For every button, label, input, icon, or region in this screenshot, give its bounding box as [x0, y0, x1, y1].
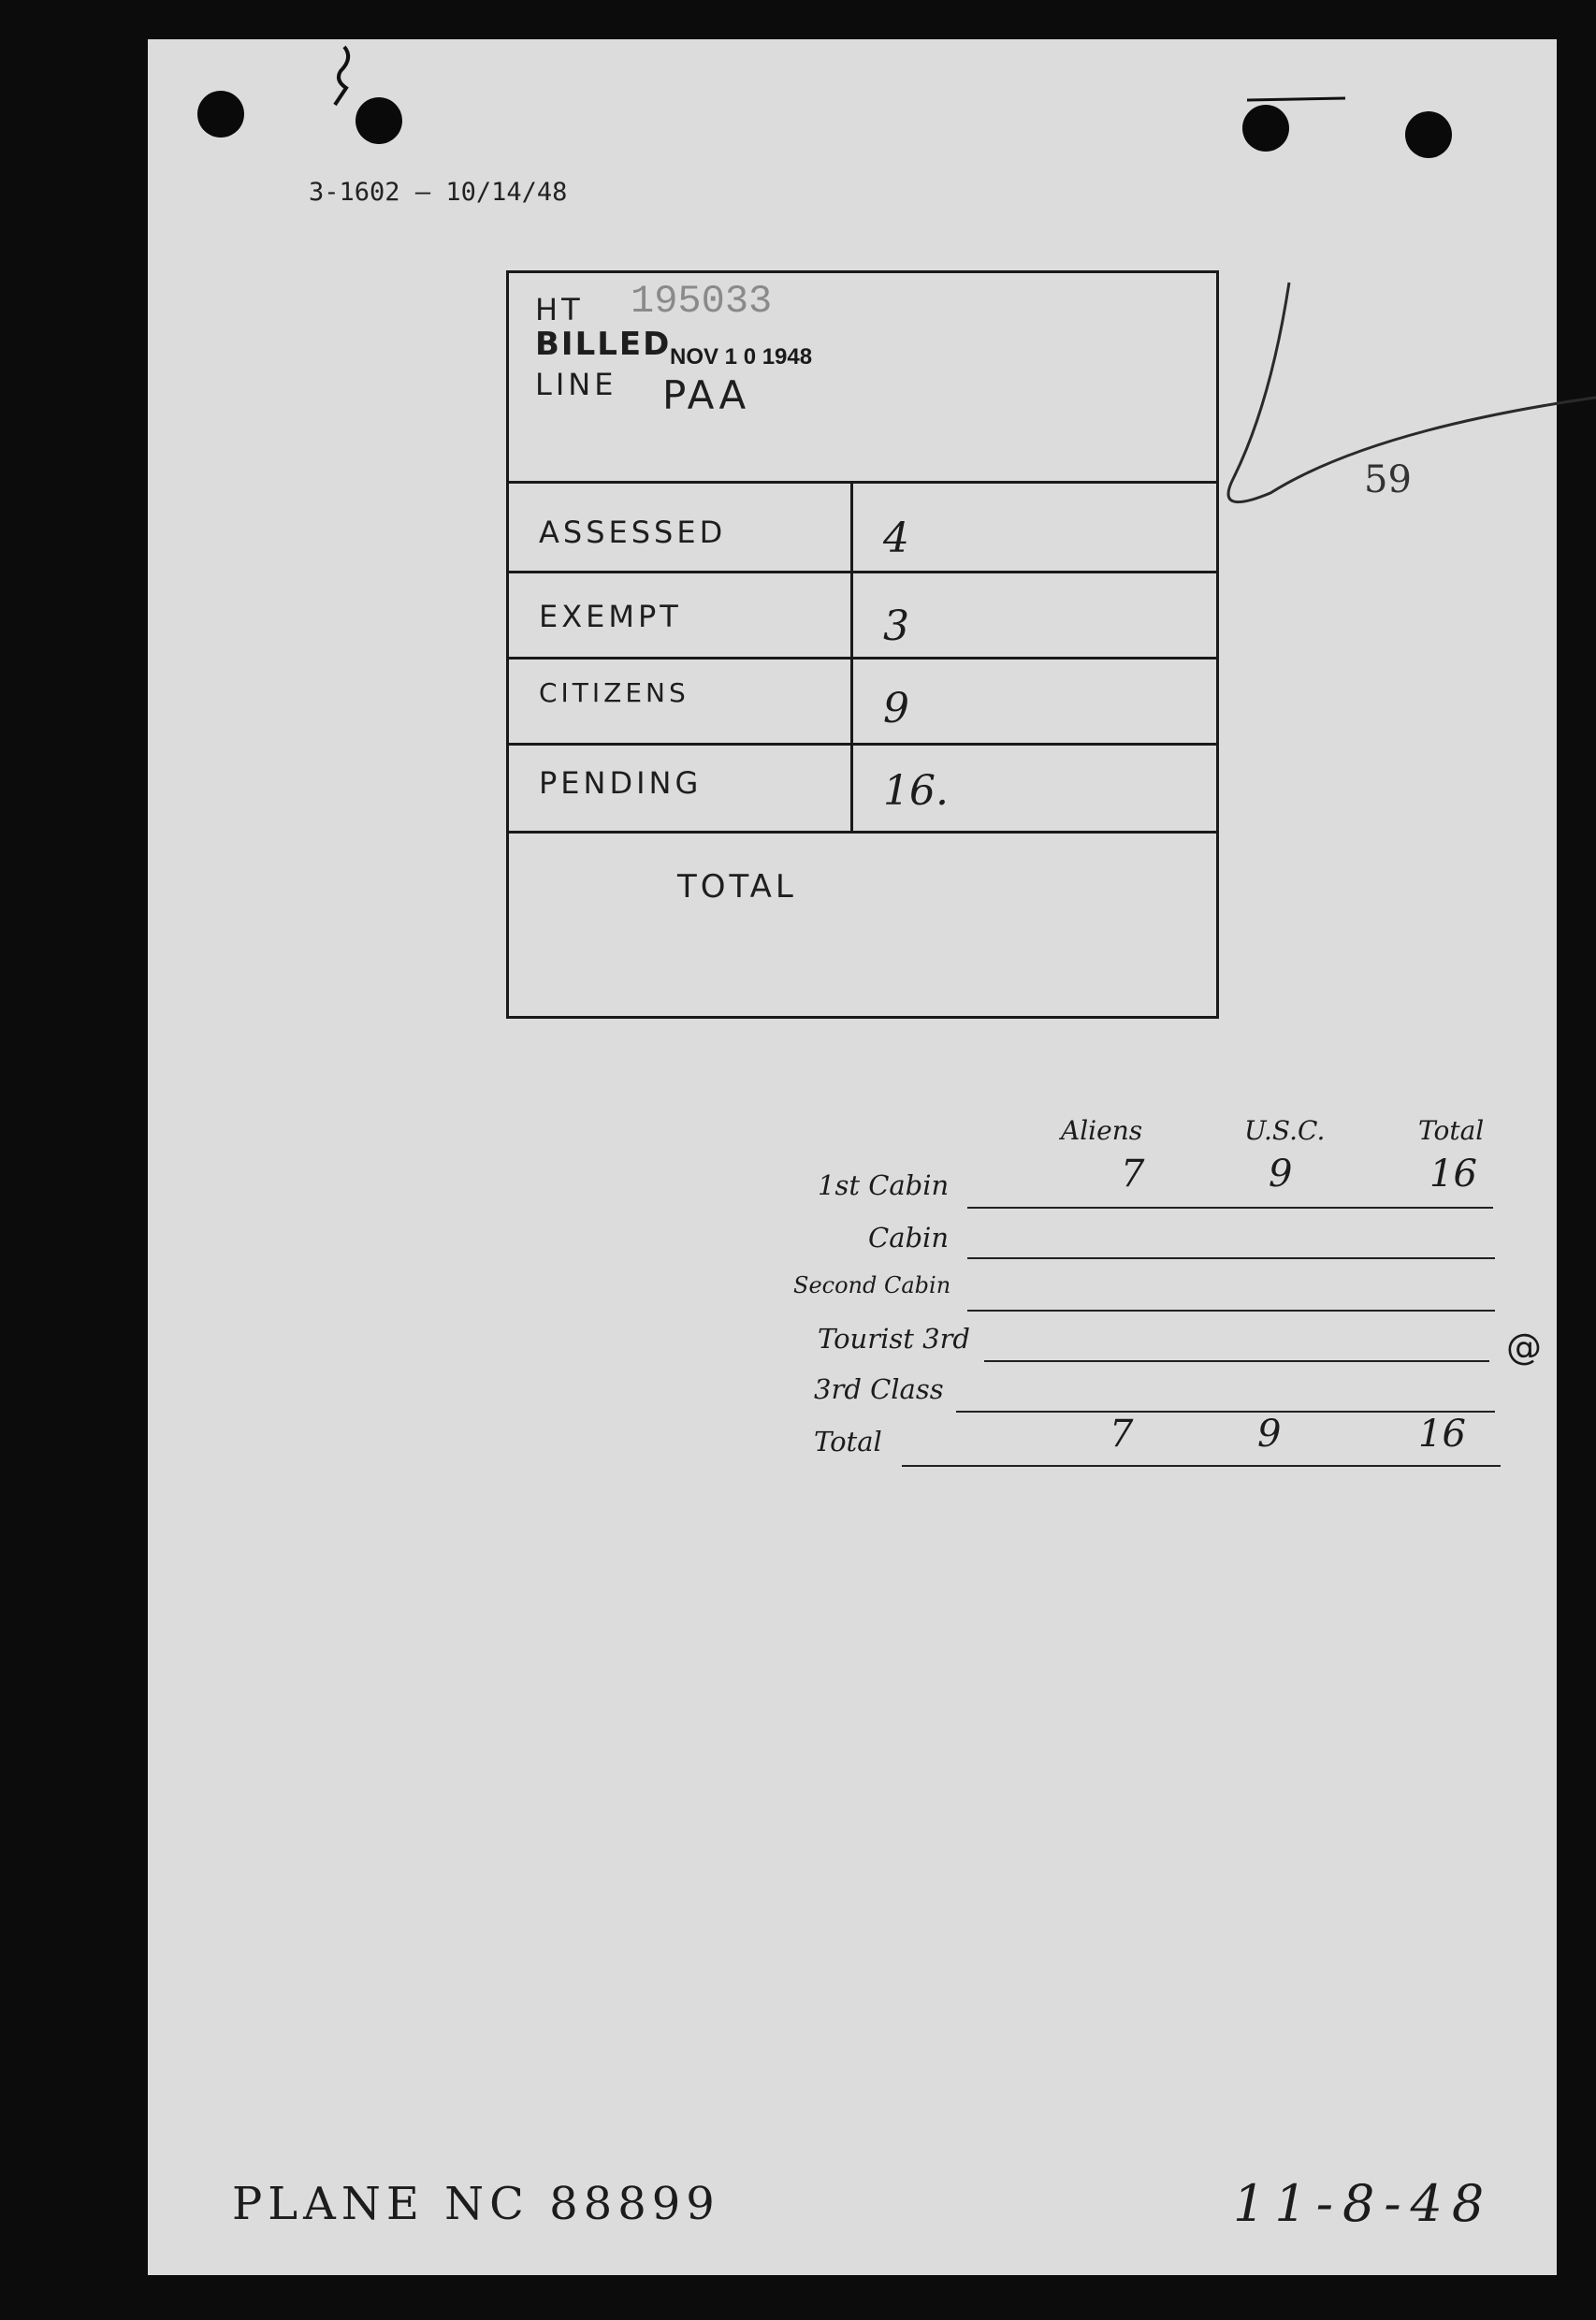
row-total-usc: 9 — [1257, 1413, 1282, 1456]
column-total: Total — [1418, 1115, 1485, 1146]
document-page — [148, 39, 1557, 2275]
row-1st-cabin-line — [967, 1207, 1493, 1209]
header-dash: — — [414, 178, 446, 207]
row-1st-cabin-label: 1st Cabin — [818, 1169, 950, 1201]
pending-value: 16. — [883, 767, 949, 815]
pending-label: PENDING — [539, 765, 703, 801]
margin-mark: @ — [1506, 1327, 1542, 1368]
billed-date-stamp: NOV 1 0 1948 — [670, 344, 813, 370]
stamp-divider — [509, 481, 1216, 484]
exempt-label: EXEMPT — [539, 599, 682, 634]
file-number: 3-1602 — [309, 178, 400, 207]
dash-mark — [1242, 91, 1355, 109]
stamp-divider — [509, 571, 1216, 573]
row-second-cabin-line — [967, 1310, 1495, 1312]
punch-hole-3 — [1242, 105, 1289, 152]
row-1st-cabin-usc: 9 — [1269, 1153, 1293, 1196]
row-3rd-class-label: 3rd Class — [814, 1373, 944, 1405]
stamp-box — [506, 270, 1219, 1019]
margin-number: 59 — [1364, 458, 1412, 501]
row-total-label: Total — [814, 1426, 882, 1457]
stamp-column-divider — [850, 481, 853, 831]
column-usc: U.S.C. — [1244, 1115, 1326, 1146]
row-total-total: 16 — [1418, 1413, 1466, 1456]
row-1st-cabin-aliens: 7 — [1121, 1153, 1145, 1196]
row-cabin-line — [967, 1257, 1495, 1259]
row-tourist-3rd-label: Tourist 3rd — [818, 1323, 970, 1355]
line-value: PAA — [662, 372, 750, 418]
ht-number: 195033 — [631, 279, 773, 324]
row-tourist-3rd-line — [984, 1360, 1489, 1362]
punch-hole-4 — [1405, 111, 1452, 158]
row-1st-cabin-total: 16 — [1429, 1153, 1477, 1196]
row-second-cabin-label: Second Cabin — [793, 1272, 951, 1298]
row-3rd-class-line — [956, 1411, 1495, 1413]
pencil-marks — [279, 39, 391, 123]
line-label: LINE — [535, 367, 617, 402]
stamp-divider — [509, 743, 1216, 746]
total-label: TOTAL — [677, 868, 797, 906]
row-total-aliens: 7 — [1110, 1413, 1134, 1456]
assessed-label: ASSESSED — [539, 515, 727, 550]
row-total-line — [902, 1465, 1501, 1467]
assessed-value: 4 — [883, 515, 909, 562]
file-date: 10/14/48 — [445, 178, 568, 207]
file-reference — [309, 178, 567, 207]
punch-hole-1 — [197, 91, 244, 138]
column-aliens: Aliens — [1061, 1115, 1143, 1146]
exempt-value: 3 — [883, 602, 909, 650]
citizens-value: 9 — [883, 685, 909, 732]
row-cabin-label: Cabin — [868, 1222, 949, 1254]
stamp-divider — [509, 831, 1216, 834]
ht-label: HT — [535, 292, 584, 327]
billed-label: BILLED — [535, 326, 672, 363]
citizens-label: CITIZENS — [539, 677, 689, 708]
footer-date: 11-8-48 — [1233, 2174, 1494, 2233]
stamp-divider — [509, 657, 1216, 660]
plane-number: PLANE NC 88899 — [232, 2178, 720, 2230]
